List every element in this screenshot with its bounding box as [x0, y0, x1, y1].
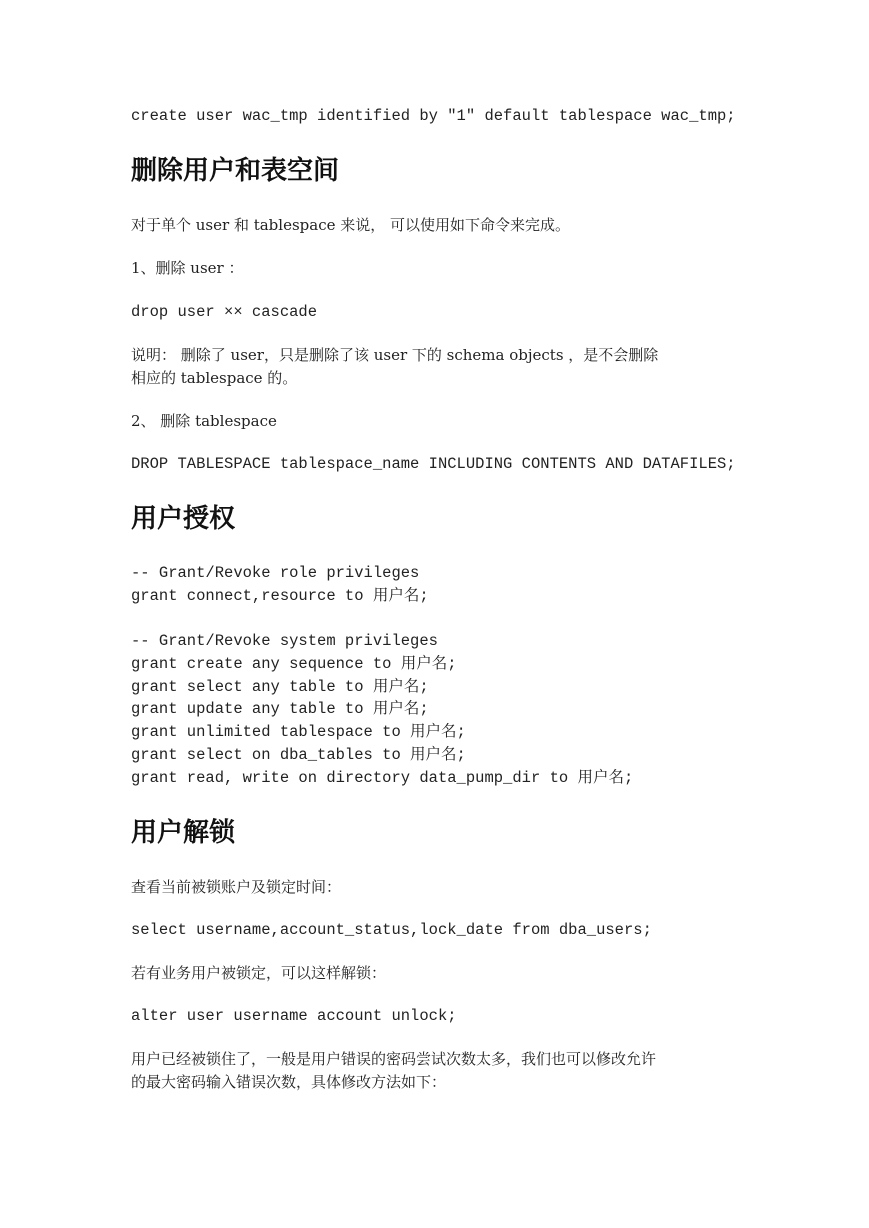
alter-unlock-statement: alter user username account unlock;: [131, 1007, 457, 1025]
heading-user-grant: 用户授权: [131, 504, 236, 534]
drop-user-statement: drop user ×× cascade: [131, 303, 318, 321]
final-paragraph-line-2: 的最大密码输入错误次数，具体修改方法如下：: [131, 1073, 447, 1091]
create-user-statement: create user wac_tmp identified by "1" default tablespace wac_tmp;: [131, 107, 736, 125]
grant-sequence-statement: grant create any sequence to 用户名;: [131, 655, 457, 673]
heading-user-unlock: 用户解锁: [131, 818, 236, 848]
comment-role-privileges: -- Grant/Revoke role privileges: [131, 564, 420, 582]
note-line-1: 说明： 删除了 user，只是删除了该 user 下的 schema objects ，是不会删除: [131, 346, 659, 364]
final-paragraph-line-1: 用户已经被锁住了，一般是用户错误的密码尝试次数太多，我们也可以修改允许: [131, 1050, 657, 1068]
grant-directory-statement: grant read, write on directory data_pump_dir to 用户名;: [131, 769, 634, 787]
view-locked-paragraph: 查看当前被锁账户及锁定时间：: [131, 878, 342, 896]
grant-unlimited-statement: grant unlimited tablespace to 用户名;: [131, 723, 466, 741]
grant-connect-statement: grant connect,resource to 用户名;: [131, 587, 429, 605]
drop-tablespace-statement: DROP TABLESPACE tablespace_name INCLUDING CONTENTS AND DATAFILES;: [131, 455, 736, 473]
note-line-2: 相应的 tablespace 的。: [131, 369, 298, 387]
comment-system-privileges: -- Grant/Revoke system privileges: [131, 632, 438, 650]
grant-update-statement: grant update any table to 用户名;: [131, 700, 429, 718]
grant-select-statement: grant select any table to 用户名;: [131, 678, 429, 696]
step-2-label: 2、 删除 tablespace: [131, 412, 277, 430]
if-locked-paragraph: 若有业务用户被锁定，可以这样解锁：: [131, 964, 387, 982]
heading-delete-user-tablespace: 删除用户和表空间: [131, 156, 340, 186]
step-1-label: 1、删除 user ：: [131, 259, 244, 277]
intro-paragraph: 对于单个 user 和 tablespace 来说， 可以使用如下命令来完成。: [131, 216, 571, 234]
grant-dba-tables-statement: grant select on dba_tables to 用户名;: [131, 746, 466, 764]
select-users-statement: select username,account_status,lock_date from dba_users;: [131, 921, 652, 939]
